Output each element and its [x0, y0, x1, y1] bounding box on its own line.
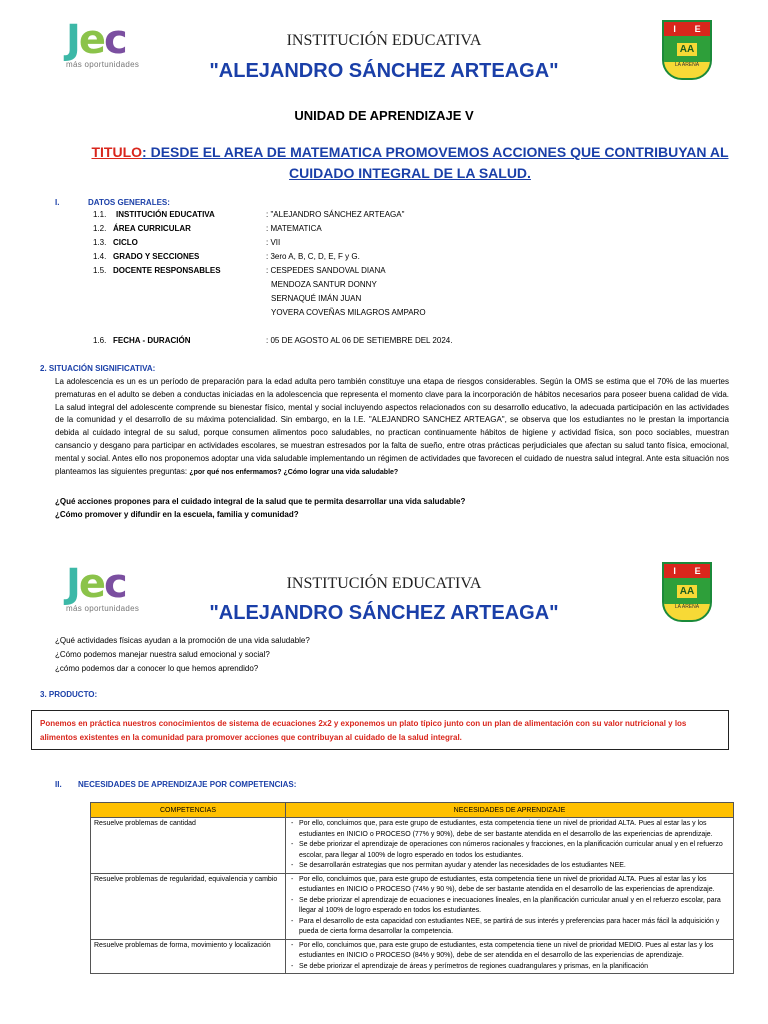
section-number-ii: II.	[55, 780, 62, 789]
institution-label: INSTITUCIÓN EDUCATIVA	[286, 575, 482, 592]
datos-label: FECHA - DURACIÓN	[113, 336, 191, 345]
institution-label: INSTITUCIÓN EDUCATIVA	[286, 32, 482, 49]
school-name: "ALEJANDRO SÁNCHEZ ARTEAGA"	[209, 602, 559, 624]
competencia-cell: Resuelve problemas de forma, movimiento y localización	[91, 939, 286, 974]
table-header-row	[91, 803, 734, 818]
necesidades-cell	[286, 939, 734, 974]
situacion-inline-questions: ¿por qué nos enfermamos? ¿Cómo lograr una vida saludable?	[189, 468, 399, 476]
question: ¿Qué actividades físicas ayudan a la promoción de una vida saludable?	[55, 636, 310, 645]
competencia-cell: Resuelve problemas de cantidad	[91, 818, 286, 874]
datos-num: 1.2.	[93, 224, 107, 233]
datos-value: : CESPEDES SANDOVAL DIANA	[266, 266, 386, 275]
question: ¿Cómo promover y difundir en la escuela, familia y comunidad?	[55, 510, 299, 519]
datos-label: INSTITUCIÓN EDUCATIVA	[116, 210, 215, 219]
competencia-cell: Resuelve problemas de regularidad, equivalencia y cambio	[91, 873, 286, 939]
jec-tagline: más oportunidades	[66, 604, 140, 613]
datos-num: 1.1.	[93, 210, 107, 219]
producto-box: Ponemos en práctica nuestros conocimientos de sistema de ecuaciones 2x2 y exponemos un plato típico junto con un plan de alimentación con su valor nutricional y los alimentos existentes en la comunidad para promover acciones que contribuyan al cuidado de la salud integral.	[31, 710, 729, 750]
question: ¿cómo podemos dar a conocer lo que hemos aprendido?	[55, 664, 259, 673]
necesidad-item: - Para el desarrollo de esta capacidad con estudiantes NEE, se partirá de sus interés y preferencias para hacer más fácil la adquisición y pueda de cierta forma desarrollar la competencia.	[299, 917, 730, 938]
jec-logo-mark: Jec	[66, 561, 126, 607]
necesidad-item: - Se debe priorizar el aprendizaje de ecuaciones e inecuaciones lineales, en la planificación curricular anual y en el refuerzo escolar, para llegar al 100% de logro esperado en todos los estudiantes.	[299, 896, 730, 917]
table-row	[91, 939, 734, 974]
necesidad-item: - Por ello, concluimos que, para este grupo de estudiantes, esta competencia tiene un nivel de prioridad ALTA. Pues al estar las y los estudiantes en INICIO o PROCESO (77% y 90%), debe de ser bastante atendida en el desarrollo de las experiencias de aprendizaje.	[299, 819, 730, 840]
school-name: "ALEJANDRO SÁNCHEZ ARTEAGA"	[209, 60, 559, 82]
column-header-necesidades: NECESIDADES DE APRENDIZAJE	[286, 803, 734, 818]
docente-name: SERNAQUÉ IMÁN JUAN	[271, 294, 362, 303]
datos-label: ÁREA CURRICULAR	[113, 224, 191, 233]
section-number-i: I.	[55, 198, 60, 207]
datos-num: 1.3.	[93, 238, 107, 247]
datos-value: : 05 DE AGOSTO AL 06 DE SETIEMBRE DEL 2024.	[266, 336, 453, 345]
necesidad-item: - Por ello, concluimos que, para este grupo de estudiantes, esta competencia tiene un nivel de prioridad MEDIO. Pues al estar las y los estudiantes en INICIO o PROCESO (84% y 90%), debe de ser atendida en el desarrollo de las experiencias de aprendizaje.	[299, 941, 730, 962]
table-row	[91, 873, 734, 939]
datos-value: : MATEMATICA	[266, 224, 322, 233]
table-row	[91, 818, 734, 874]
document-title	[90, 142, 730, 184]
situacion-heading: 2. SITUACIÓN SIGNIFICATIVA:	[40, 364, 156, 373]
datos-value: : VII	[266, 238, 281, 247]
title-label: TITULO	[91, 144, 143, 160]
producto-heading: 3. PRODUCTO:	[40, 690, 98, 699]
datos-value: : "ALEJANDRO SÁNCHEZ ARTEAGA"	[266, 210, 405, 219]
jec-logo-mark: Jec	[66, 17, 126, 63]
necesidad-item: - Se debe priorizar el aprendizaje de operaciones con números racionales y fracciones, en la planificación curricular anual y en el refuerzo escolar, para llegar al 100% de logro esperado en todos los estudiantes.	[299, 840, 730, 861]
question: ¿Qué acciones propones para el cuidado integral de la salud que te permita desarrollar una vida saludable?	[55, 497, 466, 506]
jec-tagline: más oportunidades	[66, 60, 140, 69]
situacion-text: La adolescencia es un es un período de preparación para la edad adulta pero también constituye una etapa de riesgos considerables. Según la OMS se estima que el 70% de las muertes prematuras en el adulto se deben a conductas iniciadas en la adolescencia que representa el momento clave para la incorporación de hábitos necesarios para poseer buena calidad de vida. La salud integral del adolescente comprende su bienestar físico, mental y social incluyendo aspectos relacionados con su desarrollo educativo, la adecuada participación en las actividades de la comunidad y el desarrollo de su máxima potencialidad. Sin embargo, en la I.E. "ALEJANDRO SANCHEZ ARTEAGA", se observa que los estudiantes no le prestan la importancia debida al cuidado integral de su salud, porque consumen alimentos poco saludables, no practican continuamente hábitos de higiene y actividad física, son poco sociables, muestran cansancio y desgano para participar en actividades escolares, se muestran estresados por la falta de sueño, entre otras prácticas perjudiciales que afectan su salud tanto física, emocional, mental y social. Antes ello nos proponemos adoptar una vida saludable implementando un régimen de actividades que favorecen el cuidado de nuestra salud integral. Ante esta situación nos planteamos las siguientes preguntas:	[55, 377, 729, 476]
necesidad-item: - Por ello, concluimos que, para este grupo de estudiantes, esta competencia tiene un nivel de prioridad ALTA. Pues al estar las y los estudiantes en INICIO o PROCESO (74% y 90 %), debe de ser bastante atendida en el desarrollo de las experiencias de aprendizaje.	[299, 875, 730, 896]
title-text: : DESDE EL AREA DE MATEMATICA PROMOVEMOS ACCIONES QUE CONTRIBUYAN AL CUIDADO INTEGRAL DE LA SALUD.	[142, 144, 729, 181]
column-header-competencias: COMPETENCIAS	[91, 803, 286, 818]
school-crest-icon: I E AA LA ARENA	[662, 20, 712, 80]
necesidades-table	[90, 802, 734, 974]
datos-num: 1.6.	[93, 336, 107, 345]
datos-label: CICLO	[113, 238, 138, 247]
docente-name: YOVERA COVEÑAS MILAGROS AMPARO	[271, 308, 426, 317]
datos-value: : 3ero A, B, C, D, E, F y G.	[266, 252, 360, 261]
datos-label: GRADO Y SECCIONES	[113, 252, 200, 261]
necesidad-item: - Se desarrollarán estrategias que nos permitan ayudar y atender las necesidades de los estudiantes NEE.	[299, 861, 730, 872]
necesidad-item: - Se debe priorizar el aprendizaje de áreas y perímetros de regiones cuadrangulares y prismas, en la planificación	[299, 962, 730, 973]
necesidades-cell	[286, 818, 734, 874]
school-crest-icon: I E AA LA ARENA	[662, 562, 712, 622]
datos-num: 1.5.	[93, 266, 107, 275]
question: ¿Cómo podemos manejar nuestra salud emocional y social?	[55, 650, 270, 659]
datos-heading: DATOS GENERALES:	[88, 198, 170, 207]
docente-name: MENDOZA SANTUR DONNY	[271, 280, 377, 289]
datos-label: DOCENTE RESPONSABLES	[113, 266, 221, 275]
unit-title: UNIDAD DE APRENDIZAJE V	[294, 108, 474, 123]
datos-num: 1.4.	[93, 252, 107, 261]
necesidades-cell	[286, 873, 734, 939]
necesidades-heading: NECESIDADES DE APRENDIZAJE POR COMPETENCIAS:	[78, 780, 297, 789]
situacion-paragraph	[55, 376, 729, 479]
